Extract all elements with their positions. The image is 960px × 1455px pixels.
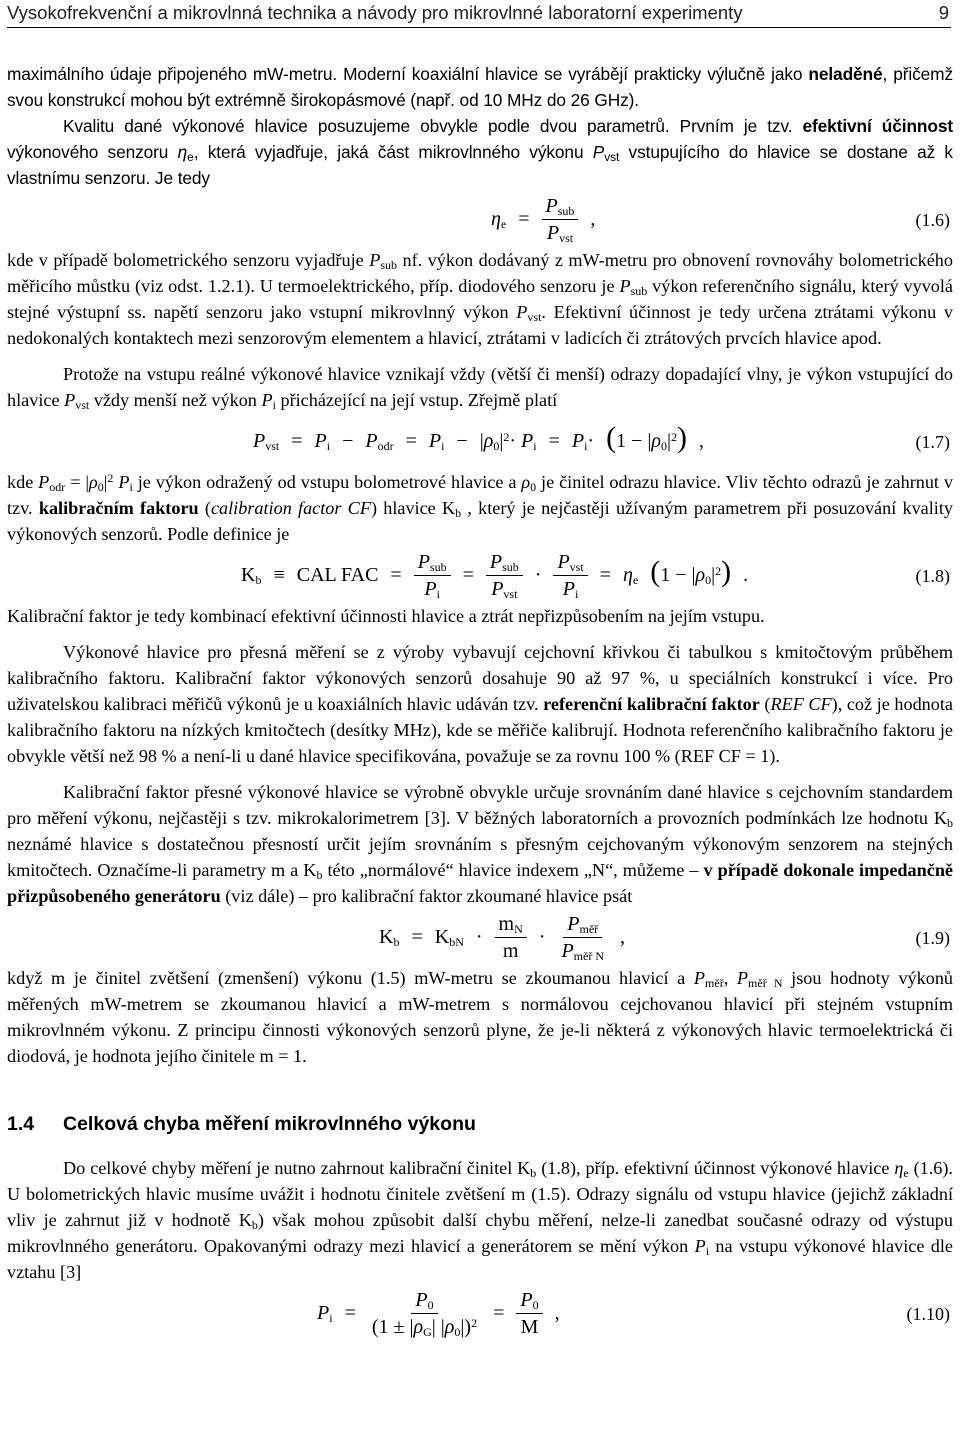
header-title: Vysokofrekvenční a mikrovlnná technika a návody pro mikrovlnné laboratorní experimenty — [7, 2, 743, 23]
equation-number: (1.9) — [915, 928, 950, 948]
paragraph-calibration-summary: Kalibrační faktor je tedy kombinací efektivní účinnosti hlavice a ztrát nepřizpůsobením na jejím vstupu. — [7, 606, 765, 626]
paragraph-ref-cf: Výkonové hlavice pro přesná měření se z výroby vybavují cejchovní křivkou či tabulkou s kmitočtovým průběhem kalibračního faktoru. Kalibrační faktor výkonových senzorů dosahuje 90 až 97 %, u speciálních konstrukcí i více. Pro uživatelskou kalibraci měřičů výkonů je u koaxiálních hlavic udáván tzv. referenční kalibrační faktor (REF CF), což je hodnota kalibračního faktoru na nízkých kmitočtech (desítky MHz), kde se měřiče kalibrují. Hodnota referenčního kalibračního faktoru je obvykle větší než 98 % a není-li u dané hlavice specifikována, považuje se za rovnu 100 % (REF CF = 1). — [7, 642, 953, 766]
equation-1-9: $K_b$ = $K_{bN}$ · $\frac{m_N}{m}$ · $\frac{P_{měř}}{P_{měř N}}$ , (1.9) — [379, 912, 950, 963]
paragraph-efficiency: Kvalitu dané výkonové hlavice posuzujeme obvykle podle dvou parametrů. Prvním je tzv. efektivní účinnost výkonového senzoru $\eta_e$, která vyjadřuje, jaká část mikrovlnného výkonu $P_{vst}$ vstupujícího do hlavice se dostane až k vlastnímu senzoru. Je tedy — [7, 116, 953, 188]
paragraph-bolometric: kde v případě bolometrického senzoru vyjadřuje $P_{sub}$ nf. výkon dodávaný z mW-metru pro obnovení rovnováhy bolometrického měřicího můstku (viz odst. 1.2.1). U termoelektrického, příp. diodového senzoru je $P_{sub}$ výkon referenčního signálu, který vyvolá stejné výstupní ss. napětí senzoru jako vstupní mikrovlnný výkon $P_{vst}$. Efektivní účinnost je tedy určena ztrátami výkonu v nedokonalých kontaktech mezi senzorovým elementem a hlavicí, ztrátami v ladicích či ztrátových prvcích hlavice apod. — [7, 250, 954, 348]
paragraph-intro: maximálního údaje připojeného mW-metru. Moderní koaxiální hlavice se vyrábějí prakticky výlučně jako neladěné, přičemž svou konstrukcí mohou být extrémně širokopásmové (např. od 10 MHz do 26 GHz). — [7, 64, 954, 110]
equation-number: (1.6) — [915, 210, 950, 230]
equation-number: (1.7) — [915, 432, 950, 452]
paragraph-reflections: Protože na vstupu reálné výkonové hlavice vznikají vždy (větší či menší) odrazy dopadající vlny, je výkon vstupující do hlavice $P_{vst}$ vždy menší než výkon $P_i$ přicházející na její vstup. Zřejmě platí — [7, 364, 953, 412]
equation-number: (1.8) — [915, 566, 950, 586]
equation-number: (1.10) — [906, 1304, 950, 1324]
equation-1-6: $\eta_e$ = $\frac{P_{sub}}{P_{vst}}$ , (1.6) — [491, 194, 950, 245]
paragraph-microcalorimeter: Kalibrační faktor přesné výkonové hlavice se výrobně obvykle určuje srovnáním dané hlavice s cejchovním standardem pro měření výkonu, nejčastěji s tzv. mikrokalorimetrem [3]. V běžných laboratorních a provozních podmínkách lze hodnotu $K_b$ neznámé hlavice s dostatečnou přesností určit jejím srovnáním s přesným cejchovaným výkonovým senzorem na stejných kmitočtech. Označíme-li parametry m a $K_b$ této „normálové“ hlavice indexem „N“, můžeme – v případě dokonale impedančně přizpůsobeného generátoru (viz dále) – pro kalibrační faktor zkoumané hlavice psát — [7, 782, 954, 906]
page-content — [7, 61, 953, 1341]
equation-1-8: $K_b$ ≡ CAL FAC = $\frac{P_{sub}}{P_i}$ = $\frac{P_{sub}}{P_{vst}}$ · $\frac{P_{vst}}{P_i}$ = $\eta_e$ $(1 - |\rho_0|^2)$ . (1.8) — [241, 550, 950, 601]
page-number: 9 — [938, 2, 949, 23]
paragraph-total-error: Do celkové chyby měření je nutno zahrnout kalibrační činitel $K_b$ (1.8), příp. efektivní účinnost výkonové hlavice $\eta_e$ (1.6). U bolometrických hlavic musíme uvážit i hodnotu činitele zvětšení m (1.5). Odrazy signálu od vstupu hlavice (jejichž základní vliv je zahrnut již v hodnotě $K_b$) však mohou způsobit další chybu měření, nelze-li zanedbat současné odrazy od výstupu mikrovlnného generátoru. Opakovanými odrazy mezi hlavicí a generátorem se mění výkon $P_i$ na vstupu výkonové hlavice dle vztahu [3] — [7, 1158, 953, 1282]
equation-1-7: $P_{vst}$ = $P_i$ − $P_{odr}$ = $P_i$ − $|\rho_0|^2\cdot P_i$ = $P_i\cdot$ $(1 - |\rho_0|^2)$ , (1.7) — [253, 421, 950, 454]
paragraph-calibration-factor: kde $P_{odr} = |\rho_0|^2$ $P_i$ je výkon odražený od vstupu bolometrové hlavice a $\rho_0$ je činitel odrazu hlavice. Vliv těchto odrazů je zahrnut v tzv. kalibračním faktoru (calibration factor CF) hlavice $K_b$ , který je nejčastěji užívaným parametrem při posuzování kvality výkonových senzorů. Podle definice je — [7, 471, 953, 544]
page-header — [7, 1, 951, 28]
section-heading: 1.4 Celková chyba měření mikrovlnného výkonu — [7, 1113, 476, 1135]
paragraph-magnification: když m je činitel zvětšení (zmenšení) výkonu (1.5) mW-metru se zkoumanou hlavicí a $P_{měř}$, $P_{měř N}$ jsou hodnoty výkonů měřených mW-metrem se zkoumanou hlavicí a mW-metrem s normálovou cejchovanou hlavicí při stejném vstupním mikrovlnném výkonu. Z principu činnosti výkonových senzorů plyne, že je-li některá z výkonových hlavic termoelektrická či diodová, je hodnota jejího činitele m = 1. — [7, 968, 954, 1066]
equation-1-10: $P_i$ = $\frac{P_0}{(1 \pm |\rho_G| |\rho_0|)^2}$ = $\frac{P_0}{M}$ , (1.10) — [317, 1288, 950, 1339]
